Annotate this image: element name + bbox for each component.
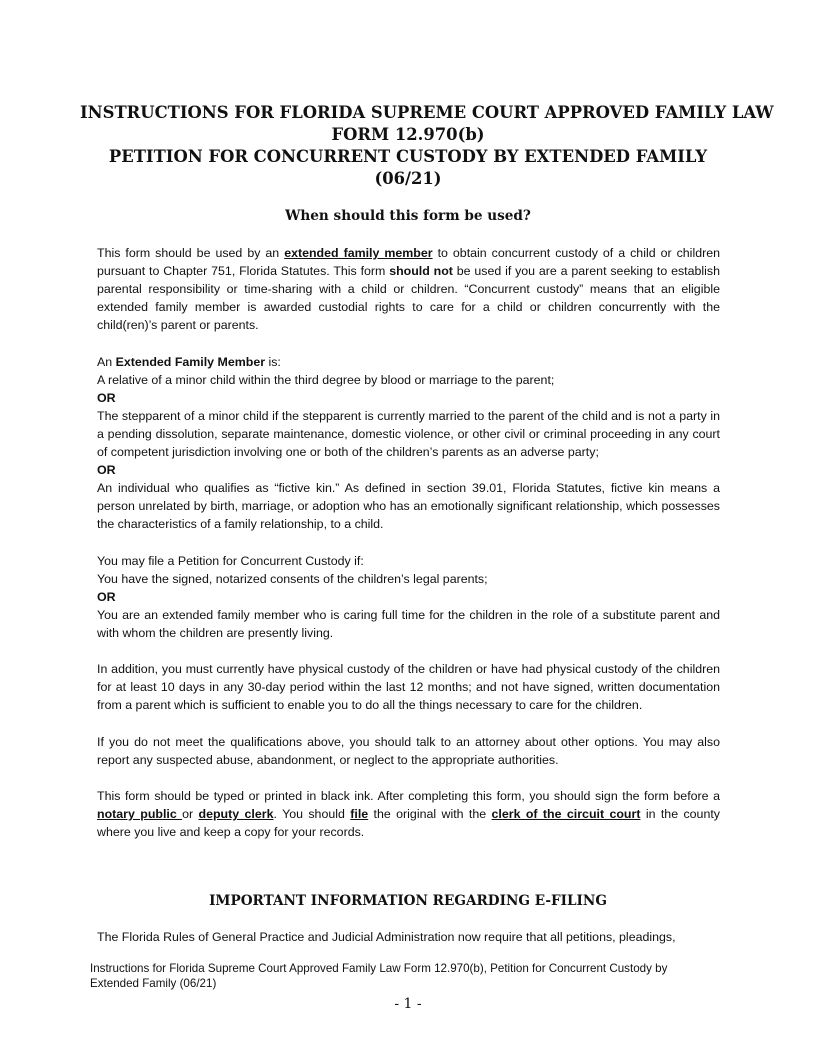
extended-family-definition (97, 353, 720, 534)
definition-lead: An Extended Family Member is: (97, 354, 281, 369)
definition-item-stepparent: The stepparent of a minor child if the stepparent is currently married to the parent of the child and is not a party in a pending dissolution, separate maintenance, domestic violence, or other civil or criminal proceeding in any court of competent jurisdiction involving one or both of the children’s parents as an adverse party; (97, 408, 720, 460)
may-file-item-consents: You have the signed, notarized consents of the children’s legal parents; (97, 571, 488, 586)
not-meet-paragraph: If you do not meet the qualifications above, you should talk to an attorney about other options. You may also report any suspected abuse, abandonment, or neglect to the appropriate authorities. (97, 734, 720, 767)
efiling-heading: IMPORTANT INFORMATION REGARDING E-FILING (209, 893, 607, 909)
efiling-paragraph: The Florida Rules of General Practice and Judicial Administration now require that all petitions, pleadings, (97, 930, 676, 944)
deputy-clerk-link[interactable]: deputy clerk (198, 806, 274, 821)
title-line-2: FORM 12.970(b) (331, 125, 485, 144)
page-footer (90, 962, 720, 991)
body-upper (97, 244, 720, 841)
title-line-1: INSTRUCTIONS FOR FLORIDA SUPREME COURT APPROVED FAMILY LAW (80, 103, 774, 122)
body-lower (97, 928, 720, 946)
document-title (80, 102, 774, 190)
extended-family-member-link[interactable]: extended family member (284, 246, 433, 260)
or-separator: OR (97, 390, 116, 405)
page-number: - 1 - (394, 996, 422, 1012)
notary-public-link[interactable]: notary public (97, 806, 183, 821)
title-line-4: (06/21) (374, 169, 442, 188)
or-separator: OR (97, 589, 116, 604)
may-file-section (97, 552, 720, 642)
when-heading: When should this form be used? (285, 208, 531, 224)
definition-item-fictive-kin: An individual who qualifies as “fictive kin.” As defined in section 39.01, Florida Statutes, fictive kin means a person unrelated by birth, marriage, or adoption who has an emotionally significant relationship, which possesses the characteristics of a family relationship, to a child. (97, 481, 720, 532)
intro-paragraph: This form should be used by an extended family member to obtain concurrent custody of a child or children pursuant to Chapter 751, Florida Statutes. This form should not be used if you are a parent seeking to establish parental responsibility or time-sharing with a child or children. “Concurrent custody” means that an eligible extended family member is awarded custodial rights to care for a child or children concurrently with the child(ren)’s parent or parents. (97, 246, 720, 333)
typed-paragraph: This form should be typed or printed in black ink. After completing this form, you should sign the form before a notary public or deputy clerk. You should file the original with the clerk of the circuit court in the county where you live and keep a copy for your records. (97, 788, 720, 839)
may-file-item-caregiver: You are an extended family member who is caring full time for the children in the role of a substitute parent and with whom the children are presently living. (97, 607, 720, 640)
or-separator: OR (97, 463, 116, 478)
in-addition-paragraph: In addition, you must currently have physical custody of the children or have had physical custody of the children for at least 10 days in any 30-day period within the last 12 months; and not have signed, written documentation from a parent which is sufficient to enable you to do all the things necessary to care for the children. (97, 662, 720, 713)
may-file-lead: You may file a Petition for Concurrent Custody if: (97, 553, 364, 568)
footer-line-1: Instructions for Florida Supreme Court Approved Family Law Form 12.970(b), Petition for Concurrent Custody by (90, 962, 668, 975)
title-line-3: PETITION FOR CONCURRENT CUSTODY BY EXTENDED FAMILY (108, 147, 708, 166)
clerk-of-circuit-court-link[interactable]: clerk of the circuit court (491, 806, 641, 821)
footer-line-2: Extended Family (06/21) (90, 976, 217, 990)
file-link[interactable]: file (350, 806, 369, 821)
definition-item-relative: A relative of a minor child within the third degree by blood or marriage to the parent; (97, 372, 555, 387)
